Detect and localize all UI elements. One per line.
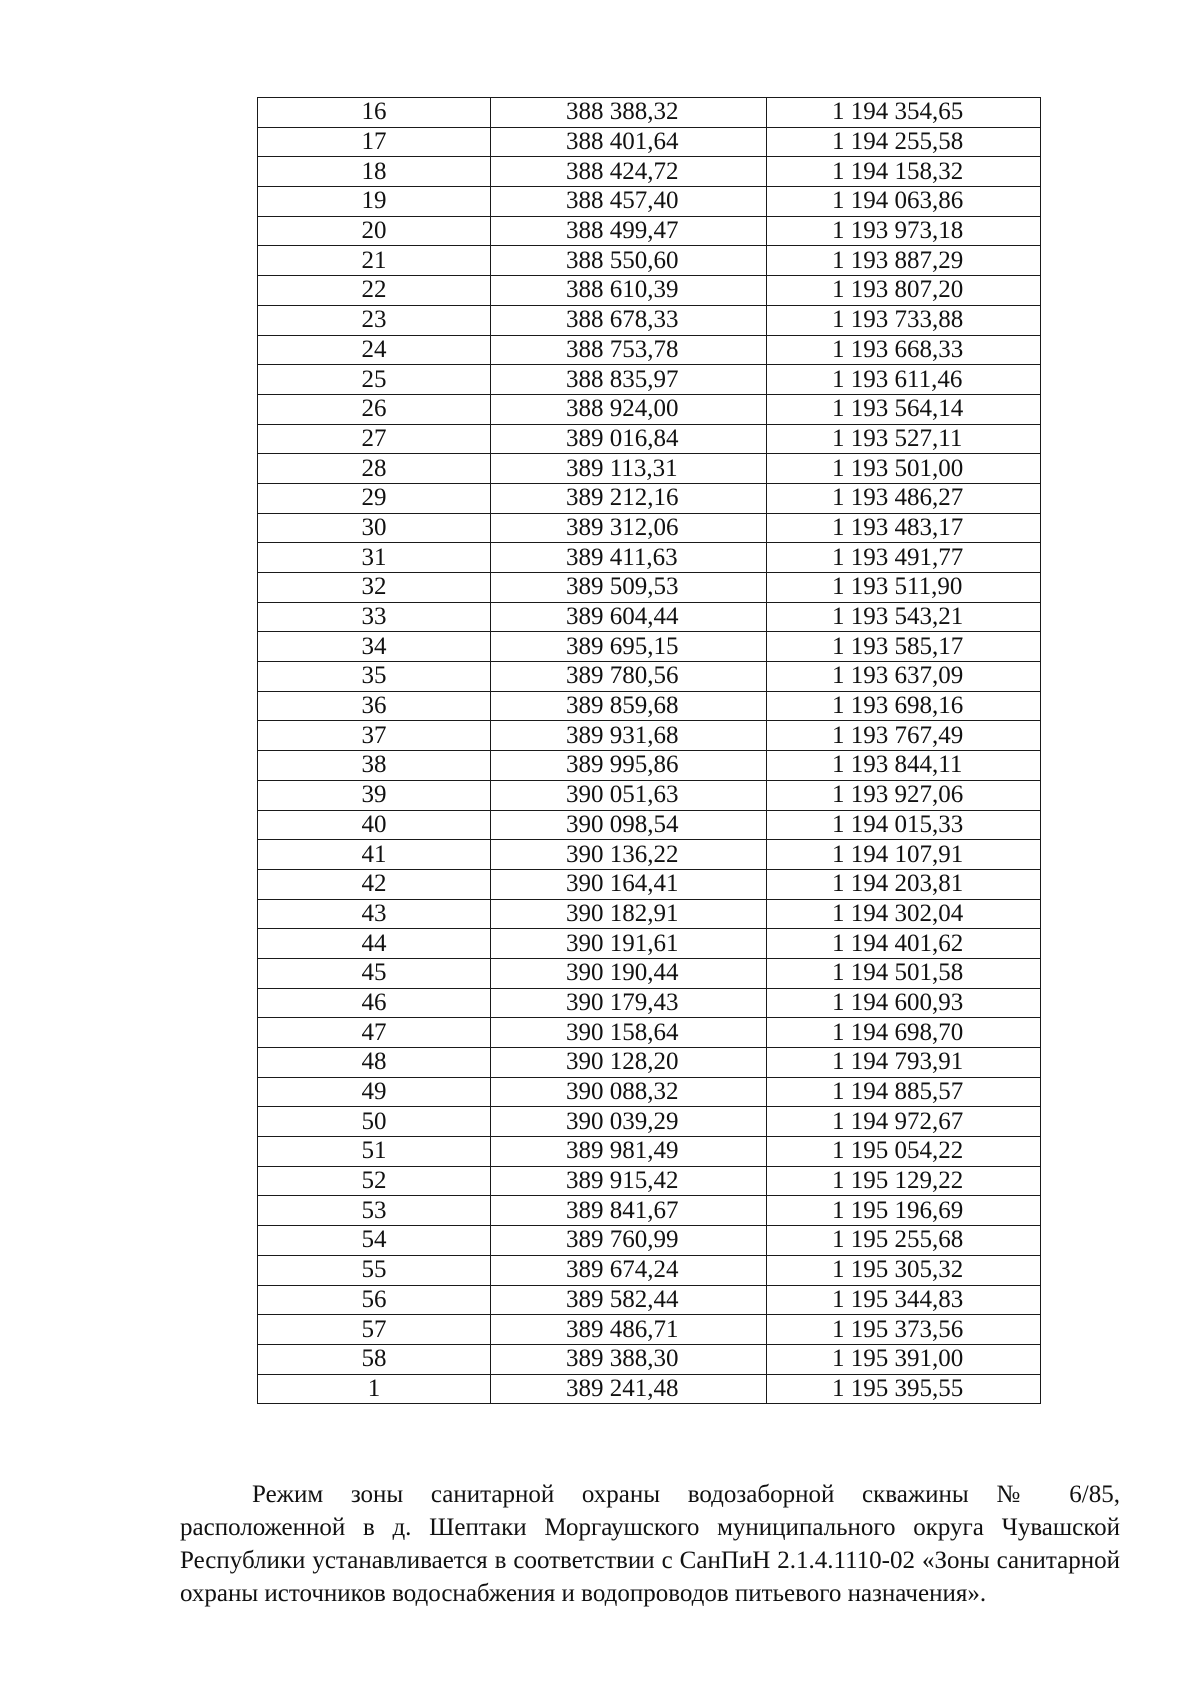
x-coordinate-cell: 389 760,99	[491, 1226, 767, 1256]
table-row	[258, 1255, 1041, 1285]
point-number-cell: 23	[258, 305, 491, 335]
x-coordinate-cell: 389 695,15	[491, 632, 767, 662]
table-row	[258, 958, 1041, 988]
point-number-cell: 27	[258, 424, 491, 454]
y-coordinate-cell: 1 194 015,33	[767, 810, 1041, 840]
table-row	[258, 869, 1041, 899]
table-row	[258, 1048, 1041, 1078]
x-coordinate-cell: 389 411,63	[491, 543, 767, 573]
point-number-cell: 16	[258, 98, 491, 128]
y-coordinate-cell: 1 193 973,18	[767, 216, 1041, 246]
y-coordinate-cell: 1 194 972,67	[767, 1107, 1041, 1137]
x-coordinate-cell: 388 499,47	[491, 216, 767, 246]
point-number-cell: 46	[258, 988, 491, 1018]
table-row	[258, 98, 1041, 128]
point-number-cell: 55	[258, 1255, 491, 1285]
x-coordinate-cell: 388 401,64	[491, 127, 767, 157]
x-coordinate-cell: 390 179,43	[491, 988, 767, 1018]
y-coordinate-cell: 1 194 600,93	[767, 988, 1041, 1018]
table-row	[258, 721, 1041, 751]
y-coordinate-cell: 1 193 491,77	[767, 543, 1041, 573]
table-row	[258, 632, 1041, 662]
point-number-cell: 18	[258, 157, 491, 187]
y-coordinate-cell: 1 193 564,14	[767, 394, 1041, 424]
point-number-cell: 30	[258, 513, 491, 543]
point-number-cell: 24	[258, 335, 491, 365]
table-row	[258, 810, 1041, 840]
point-number-cell: 39	[258, 780, 491, 810]
x-coordinate-cell: 388 753,78	[491, 335, 767, 365]
x-coordinate-cell: 388 610,39	[491, 276, 767, 306]
y-coordinate-cell: 1 193 527,11	[767, 424, 1041, 454]
table-row	[258, 157, 1041, 187]
y-coordinate-cell: 1 195 373,56	[767, 1315, 1041, 1345]
table-row	[258, 1226, 1041, 1256]
table-row	[258, 1196, 1041, 1226]
x-coordinate-cell: 388 678,33	[491, 305, 767, 335]
y-coordinate-cell: 1 194 354,65	[767, 98, 1041, 128]
x-coordinate-cell: 389 582,44	[491, 1285, 767, 1315]
table-row	[258, 365, 1041, 395]
x-coordinate-cell: 390 164,41	[491, 869, 767, 899]
table-row	[258, 1107, 1041, 1137]
point-number-cell: 33	[258, 602, 491, 632]
x-coordinate-cell: 388 835,97	[491, 365, 767, 395]
x-coordinate-cell: 389 995,86	[491, 751, 767, 781]
table-row	[258, 127, 1041, 157]
x-coordinate-cell: 390 136,22	[491, 840, 767, 870]
y-coordinate-cell: 1 195 344,83	[767, 1285, 1041, 1315]
y-coordinate-cell: 1 193 501,00	[767, 454, 1041, 484]
x-coordinate-cell: 389 931,68	[491, 721, 767, 751]
table-row	[258, 840, 1041, 870]
table-row	[258, 691, 1041, 721]
y-coordinate-cell: 1 194 158,32	[767, 157, 1041, 187]
y-coordinate-cell: 1 195 196,69	[767, 1196, 1041, 1226]
x-coordinate-cell: 389 604,44	[491, 602, 767, 632]
point-number-cell: 40	[258, 810, 491, 840]
point-number-cell: 21	[258, 246, 491, 276]
point-number-cell: 57	[258, 1315, 491, 1345]
point-number-cell: 53	[258, 1196, 491, 1226]
y-coordinate-cell: 1 193 511,90	[767, 573, 1041, 603]
x-coordinate-cell: 389 486,71	[491, 1315, 767, 1345]
point-number-cell: 45	[258, 958, 491, 988]
regime-paragraph	[180, 1478, 1120, 1610]
table-row	[258, 1018, 1041, 1048]
y-coordinate-cell: 1 194 698,70	[767, 1018, 1041, 1048]
point-number-cell: 48	[258, 1048, 491, 1078]
y-coordinate-cell: 1 193 844,11	[767, 751, 1041, 781]
x-coordinate-cell: 389 212,16	[491, 483, 767, 513]
coordinates-table-body	[258, 98, 1041, 1404]
y-coordinate-cell: 1 194 793,91	[767, 1048, 1041, 1078]
y-coordinate-cell: 1 194 885,57	[767, 1077, 1041, 1107]
y-coordinate-cell: 1 193 585,17	[767, 632, 1041, 662]
y-coordinate-cell: 1 194 063,86	[767, 187, 1041, 217]
y-coordinate-cell: 1 195 255,68	[767, 1226, 1041, 1256]
x-coordinate-cell: 389 780,56	[491, 662, 767, 692]
table-row	[258, 1344, 1041, 1374]
point-number-cell: 1	[258, 1374, 491, 1404]
x-coordinate-cell: 390 191,61	[491, 929, 767, 959]
x-coordinate-cell: 389 113,31	[491, 454, 767, 484]
point-number-cell: 31	[258, 543, 491, 573]
table-row	[258, 483, 1041, 513]
x-coordinate-cell: 389 841,67	[491, 1196, 767, 1226]
table-row	[258, 988, 1041, 1018]
y-coordinate-cell: 1 193 611,46	[767, 365, 1041, 395]
point-number-cell: 41	[258, 840, 491, 870]
point-number-cell: 43	[258, 899, 491, 929]
x-coordinate-cell: 389 674,24	[491, 1255, 767, 1285]
point-number-cell: 22	[258, 276, 491, 306]
point-number-cell: 44	[258, 929, 491, 959]
point-number-cell: 37	[258, 721, 491, 751]
x-coordinate-cell: 389 241,48	[491, 1374, 767, 1404]
point-number-cell: 56	[258, 1285, 491, 1315]
point-number-cell: 26	[258, 394, 491, 424]
table-row	[258, 335, 1041, 365]
x-coordinate-cell: 388 924,00	[491, 394, 767, 424]
x-coordinate-cell: 388 550,60	[491, 246, 767, 276]
point-number-cell: 34	[258, 632, 491, 662]
table-row	[258, 1166, 1041, 1196]
point-number-cell: 20	[258, 216, 491, 246]
table-row	[258, 662, 1041, 692]
point-number-cell: 58	[258, 1344, 491, 1374]
table-row	[258, 543, 1041, 573]
x-coordinate-cell: 390 158,64	[491, 1018, 767, 1048]
x-coordinate-cell: 390 088,32	[491, 1077, 767, 1107]
table-row	[258, 929, 1041, 959]
table-row	[258, 899, 1041, 929]
y-coordinate-cell: 1 193 637,09	[767, 662, 1041, 692]
table-row	[258, 602, 1041, 632]
table-row	[258, 780, 1041, 810]
table-row	[258, 513, 1041, 543]
x-coordinate-cell: 388 457,40	[491, 187, 767, 217]
table-row	[258, 394, 1041, 424]
y-coordinate-cell: 1 193 807,20	[767, 276, 1041, 306]
x-coordinate-cell: 388 388,32	[491, 98, 767, 128]
y-coordinate-cell: 1 194 302,04	[767, 899, 1041, 929]
point-number-cell: 35	[258, 662, 491, 692]
y-coordinate-cell: 1 194 203,81	[767, 869, 1041, 899]
table-row	[258, 1315, 1041, 1345]
regime-paragraph-text: Режим зоны санитарной охраны водозаборной скважины № 6/85, расположенной в д. Шептаки Моргаушского муниципального округа Чувашской Республики устанавливается в соответствии с СанПиН 2.1.4.1110-02 «Зоны санитарной охраны источников водоснабжения и водопроводов питьевого назначения».	[180, 1481, 1120, 1607]
point-number-cell: 50	[258, 1107, 491, 1137]
table-row	[258, 1374, 1041, 1404]
y-coordinate-cell: 1 194 501,58	[767, 958, 1041, 988]
y-coordinate-cell: 1 193 887,29	[767, 246, 1041, 276]
point-number-cell: 51	[258, 1137, 491, 1167]
table-row	[258, 751, 1041, 781]
table-row	[258, 305, 1041, 335]
y-coordinate-cell: 1 195 305,32	[767, 1255, 1041, 1285]
table-row	[258, 1285, 1041, 1315]
x-coordinate-cell: 389 859,68	[491, 691, 767, 721]
table-row	[258, 424, 1041, 454]
point-number-cell: 29	[258, 483, 491, 513]
x-coordinate-cell: 390 190,44	[491, 958, 767, 988]
x-coordinate-cell: 390 182,91	[491, 899, 767, 929]
x-coordinate-cell: 389 915,42	[491, 1166, 767, 1196]
y-coordinate-cell: 1 193 733,88	[767, 305, 1041, 335]
x-coordinate-cell: 390 128,20	[491, 1048, 767, 1078]
coordinates-table	[257, 97, 1041, 1404]
point-number-cell: 25	[258, 365, 491, 395]
y-coordinate-cell: 1 195 395,55	[767, 1374, 1041, 1404]
y-coordinate-cell: 1 193 483,17	[767, 513, 1041, 543]
point-number-cell: 17	[258, 127, 491, 157]
point-number-cell: 19	[258, 187, 491, 217]
x-coordinate-cell: 388 424,72	[491, 157, 767, 187]
y-coordinate-cell: 1 194 255,58	[767, 127, 1041, 157]
point-number-cell: 32	[258, 573, 491, 603]
y-coordinate-cell: 1 195 391,00	[767, 1344, 1041, 1374]
y-coordinate-cell: 1 195 129,22	[767, 1166, 1041, 1196]
point-number-cell: 28	[258, 454, 491, 484]
y-coordinate-cell: 1 195 054,22	[767, 1137, 1041, 1167]
x-coordinate-cell: 390 098,54	[491, 810, 767, 840]
table-row	[258, 246, 1041, 276]
x-coordinate-cell: 389 016,84	[491, 424, 767, 454]
y-coordinate-cell: 1 194 107,91	[767, 840, 1041, 870]
table-row	[258, 573, 1041, 603]
table-row	[258, 1137, 1041, 1167]
table-row	[258, 216, 1041, 246]
point-number-cell: 38	[258, 751, 491, 781]
point-number-cell: 54	[258, 1226, 491, 1256]
x-coordinate-cell: 389 312,06	[491, 513, 767, 543]
y-coordinate-cell: 1 193 767,49	[767, 721, 1041, 751]
y-coordinate-cell: 1 194 401,62	[767, 929, 1041, 959]
point-number-cell: 47	[258, 1018, 491, 1048]
y-coordinate-cell: 1 193 486,27	[767, 483, 1041, 513]
y-coordinate-cell: 1 193 543,21	[767, 602, 1041, 632]
table-row	[258, 276, 1041, 306]
point-number-cell: 36	[258, 691, 491, 721]
y-coordinate-cell: 1 193 668,33	[767, 335, 1041, 365]
point-number-cell: 49	[258, 1077, 491, 1107]
x-coordinate-cell: 389 388,30	[491, 1344, 767, 1374]
table-row	[258, 454, 1041, 484]
point-number-cell: 42	[258, 869, 491, 899]
table-row	[258, 187, 1041, 217]
x-coordinate-cell: 389 981,49	[491, 1137, 767, 1167]
x-coordinate-cell: 390 039,29	[491, 1107, 767, 1137]
x-coordinate-cell: 390 051,63	[491, 780, 767, 810]
table-row	[258, 1077, 1041, 1107]
x-coordinate-cell: 389 509,53	[491, 573, 767, 603]
point-number-cell: 52	[258, 1166, 491, 1196]
y-coordinate-cell: 1 193 698,16	[767, 691, 1041, 721]
y-coordinate-cell: 1 193 927,06	[767, 780, 1041, 810]
